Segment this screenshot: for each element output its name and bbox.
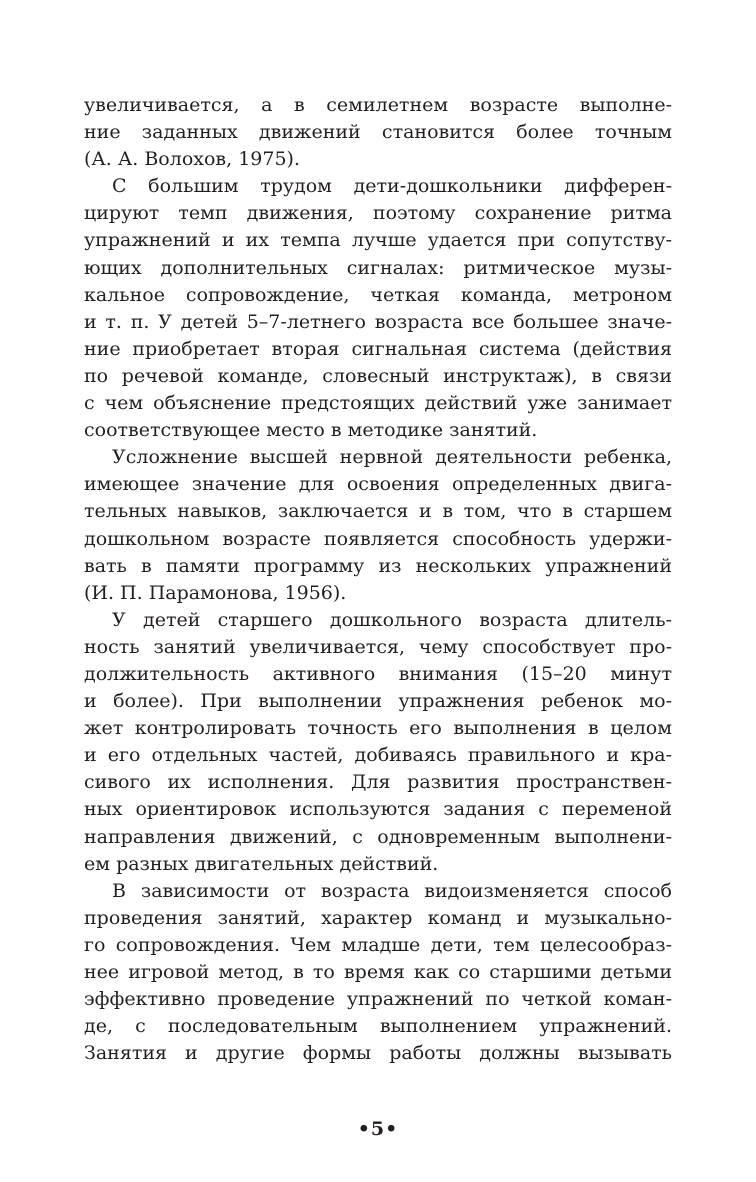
text-line: (И. П. Парамонова, 1956). — [84, 581, 347, 604]
text-line: эффективно проведение упражнений по четкой коман- — [84, 988, 672, 1011]
paragraph-1 — [84, 92, 672, 173]
text-line: по речевой команде, словесный инструктаж), в связи — [84, 364, 672, 387]
text-line: жет контролировать точность его выполнения в целом — [84, 717, 672, 740]
text-line: У детей старшего дошкольного возраста длитель- — [112, 608, 672, 631]
text-line: увеличивается, а в семилетнем возрасте выполне- — [84, 94, 672, 116]
page-body — [84, 92, 672, 1067]
text-line: вать в памяти программу из нескольких упражнений — [84, 554, 672, 577]
text-line: Занятия и другие формы работы должны вызывать — [84, 1042, 672, 1065]
text-line: ем разных двигательных действий. — [84, 852, 439, 875]
text-line: имеющее значение для освоения определенных двига- — [84, 473, 672, 496]
text-line: цируют темп движения, поэтому сохранение ритма — [84, 202, 672, 225]
text-line: го сопровождения. Чем младше дети, тем целесообраз- — [84, 933, 672, 956]
text-line: и его отдельных частей, добиваясь правильного и кра- — [84, 744, 672, 767]
text-line: и более). При выполнении упражнения ребенок мо- — [84, 690, 672, 713]
text-line: Усложнение высшей нервной деятельности ребенка, — [112, 446, 672, 469]
text-line: В зависимости от возраста видоизменяется способ — [112, 879, 672, 902]
text-line: и т. п. У детей 5–7-летнего возраста все большее значе- — [84, 310, 672, 333]
text-line: ных ориентировок используются задания с переменой — [84, 798, 672, 821]
text-line: ние приобретает вторая сигнальная система (действия — [84, 337, 672, 360]
paragraph-5 — [84, 878, 672, 1068]
text-line: упражнений и их темпа лучше удается при сопутству- — [84, 229, 672, 252]
text-line: тельных навыков, заключается и в том, что в старшем — [84, 500, 672, 523]
text-line: С большим трудом дети-дошкольники дифферен- — [112, 175, 672, 198]
text-line: ющих дополнительных сигналах: ритмическое музы- — [84, 256, 672, 279]
paragraph-3 — [84, 444, 672, 607]
text-line: дошкольном возрасте появляется способность удержи- — [84, 527, 672, 550]
paragraph-4 — [84, 607, 672, 878]
text-line: направления движений, с одновременным выполнени- — [84, 825, 672, 848]
text-line: должительность активного внимания (15–20 минут — [84, 662, 672, 685]
text-line: (А. А. Волохов, 1975). — [84, 148, 300, 171]
text-line: проведения занятий, характер команд и музыкально- — [84, 906, 672, 929]
text-line: ние заданных движений становится более точным — [84, 121, 672, 144]
text-line: с чем объяснение предстоящих действий уже занимает — [84, 392, 672, 415]
text-line: кальное сопровождение, четкая команда, метроном — [84, 283, 672, 306]
text-line: нее игровой метод, в то время как со старшими детьми — [84, 961, 672, 983]
text-line: соответствующее место в методике занятий. — [84, 419, 538, 442]
paragraph-2 — [84, 173, 672, 444]
page-number: •5• — [357, 1118, 399, 1140]
text-line: ность занятий увеличивается, чему способствует про- — [84, 635, 672, 658]
text-line: сивого их исполнения. Для развития пространствен- — [84, 771, 672, 794]
text-line: де, с последовательным выполнением упражнений. — [84, 1015, 672, 1038]
